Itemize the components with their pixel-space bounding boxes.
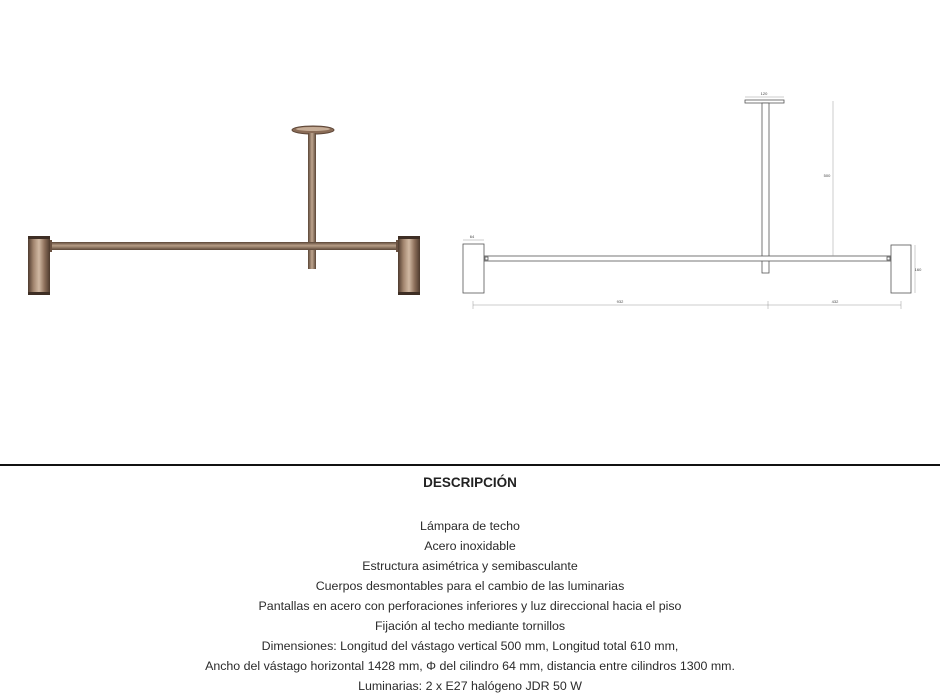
section-divider	[0, 464, 940, 466]
description-line: Lámpara de techo	[420, 519, 520, 533]
drawing-canopy	[745, 100, 784, 103]
dim-canopy-label: 120	[760, 91, 768, 96]
description-list	[0, 516, 940, 696]
description-line: Dimensiones: Longitud del vástago vertical 500 mm, Longitud total 610 mm,	[261, 639, 679, 653]
drawing-horizontal-rod	[484, 256, 891, 261]
drawing-vertical-stem	[762, 103, 769, 273]
description-line: Cuerpos desmontables para el cambio de las luminarias	[315, 579, 625, 593]
description-line: Pantallas en acero con perforaciones inferiores y luz direccional hacia el piso	[258, 599, 682, 613]
dim-height-label: 500	[823, 173, 831, 178]
description-line: Luminarias: 2 x E27 halógeno JDR 50 W	[358, 679, 582, 693]
description-line: Acero inoxidable	[424, 539, 516, 553]
description-line: Estructura asimétrica y semibasculante	[362, 559, 578, 573]
dim-right-span-label: 432	[831, 299, 839, 304]
drawing-right-cylinder	[891, 245, 911, 293]
description-title: DESCRIPCIÓN	[423, 475, 517, 490]
dim-left-span-label: 932	[616, 299, 624, 304]
description-line: Ancho del vástago horizontal 1428 mm, Φ del cilindro 64 mm, distancia entre cilindros 1300 mm.	[205, 659, 735, 673]
description-line: Fijación al techo mediante tornillos	[374, 619, 566, 633]
dim-cyl-height-label: 160	[914, 267, 922, 272]
dim-cyl-diameter-label: 64	[469, 234, 475, 239]
drawing-left-cylinder	[463, 244, 484, 293]
